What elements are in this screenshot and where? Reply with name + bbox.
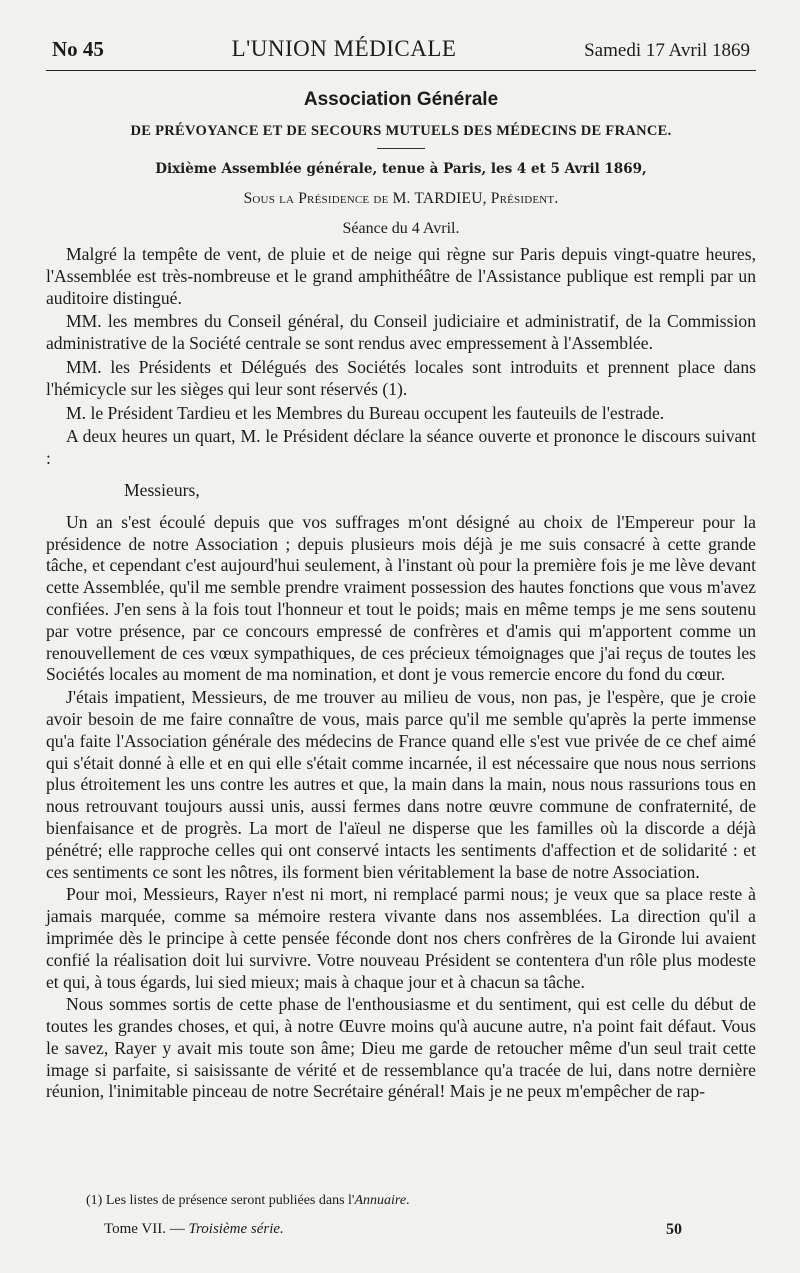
issue-number: No 45 (52, 37, 104, 61)
issue-date: Samedi 17 Avril 1869 (584, 40, 750, 61)
header-rule (46, 70, 756, 71)
page-header (46, 36, 756, 66)
intro-paragraph: M. le Président Tardieu et les Membres du Bureau occupent les fauteuils de l'estrade. (66, 402, 665, 423)
intro-paragraph: Malgré la tempête de vent, de pluie et de neige qui règne sur Paris depuis vingt-quatre heures, l'Assemblée est très-nombreuse et le grand amphithéâtre de l'Assistance publique est rempli par un auditoire distingué. (46, 244, 756, 308)
speech-paragraph: Un an s'est écoulé depuis que vos suffrages m'ont désigné au choix de l'Empereur pour la présidence de notre Association ; depuis plusieurs mois déjà je me suis consacré à cette grande tâche, et cependant c'est aujourd'hui seulement, à l'instant où pour la première fois je me lève devant cette Assemblée, qu'il me semble prendre vraiment possession des hautes fonctions que vous m'avez confiées. J'en sens à la fois tout l'honneur et tout le poids; mais en même temps je me sens soutenu par votre présence, par ce concours empressé de confrères et d'amis qui m'apportent comme un renouvellement de ces vœux sympathiques, de ces précieux témoignages que j'ai reçus de toutes les Sociétés locales au moment de ma nomination, et dont je vous remercie encore du fond du cœur. (46, 511, 756, 685)
page-number: 50 (666, 1221, 682, 1238)
footnote (86, 1193, 410, 1209)
association-title: Association Générale (303, 89, 499, 110)
assembly-heading: Dixième Assemblée générale, tenue à Paris, les 4 et 5 Avril 1869, (155, 161, 647, 177)
intro-paragraph: MM. les membres du Conseil général, du Conseil judiciaire et administratif, de la Commission administrative de la Société centrale se sont rendus avec empressement à l'Assemblée. (46, 311, 756, 354)
footnote-end: . (406, 1193, 410, 1208)
footnote-text: (1) Les listes de présence seront publiées dans l' (86, 1193, 355, 1208)
ornament-rule (377, 148, 425, 149)
article-body (46, 244, 756, 1103)
series-text: Troisième série. (188, 1221, 284, 1237)
journal-title: L'UNION MÉDICALE (231, 36, 457, 61)
association-subtitle: DE PRÉVOYANCE ET DE SECOURS MUTUELS DES MÉDECINS DE FRANCE. (130, 123, 672, 139)
seance-heading: Séance du 4 Avril. (342, 220, 460, 237)
speech-paragraph: Nous sommes sortis de cette phase de l'enthousiasme et du sentiment, qui est celle du début de toutes les grandes choses, et qui, à notre Œuvre moins qu'à aucune autre, n'a point fait défaut. Vous le savez, Rayer y avait mis toute son âme; Dieu me garde de retoucher même d'un seul trait cette image si parfaite, si saisissante de vérité et de ressemblance qu'a tracée de lui, dans notre dernière réunion, l'inimitable pinceau de notre Secrétaire général! Mais je ne peux m'empêcher de rap- (46, 994, 756, 1102)
tome-text: Tome VII. — (104, 1221, 189, 1237)
speech-paragraph: J'étais impatient, Messieurs, de me trouver au milieu de vous, non pas, je l'espère, que je croie avoir besoin de me faire connaître de vous, mais parce qu'il me semble qu'après la perte immense qu'a faite l'Association générale des médecins de France quand elle s'est vue privée de ce chef aimé qui s'était donné à elle et en qui elle s'était comme incarnée, il est nécessaire que nous nous serrions plus étroitement les uns contre les autres et que, la main dans la main, nous nous rassurions tous en nous retrouvant toujours aussi unis, aussi fermes dans notre œuvre commune de confraternité, de bienfaisance et de progrès. La mort de l'aïeul ne disperse que les familles où la discorde a déjà pénétré; elle rapproche celles qui ont conservé intacts les sentiments d'affection et de solidarité : et ces sentiments ce sont les nôtres, ils forment bien véritablement la base de notre Association. (46, 687, 756, 882)
page-footer (104, 1221, 682, 1239)
intro-paragraph: MM. les Présidents et Délégués des Sociétés locales sont introduits et prennent place dans l'hémicycle sur les sièges qui leur sont réservés (1). (46, 356, 756, 399)
speech-paragraph: Pour moi, Messieurs, Rayer n'est ni mort, ni remplacé parmi nous; je veux que sa place reste à jamais marquée, comme sa mémoire restera vivante dans nos assemblées. La direction qu'il a imprimée dès le principe à cette pensée féconde dont nos chers confrères de la Gironde lui avaient confié la réalisation doit lui survivre. Votre nouveau Président se contentera d'un rôle plus modeste et qui, à tous égards, lui sied mieux; mais à chaque jour et à chacun sa tâche. (46, 884, 756, 992)
footnote-work: Annuaire (354, 1193, 407, 1208)
volume-label (104, 1221, 284, 1239)
presidence-line: Sous la Présidence de M. TARDIEU, Président. (243, 190, 559, 207)
speech-greeting: Messieurs, (124, 479, 200, 500)
intro-paragraph: A deux heures un quart, M. le Président déclare la séance ouverte et prononce le discours suivant : (46, 426, 756, 469)
